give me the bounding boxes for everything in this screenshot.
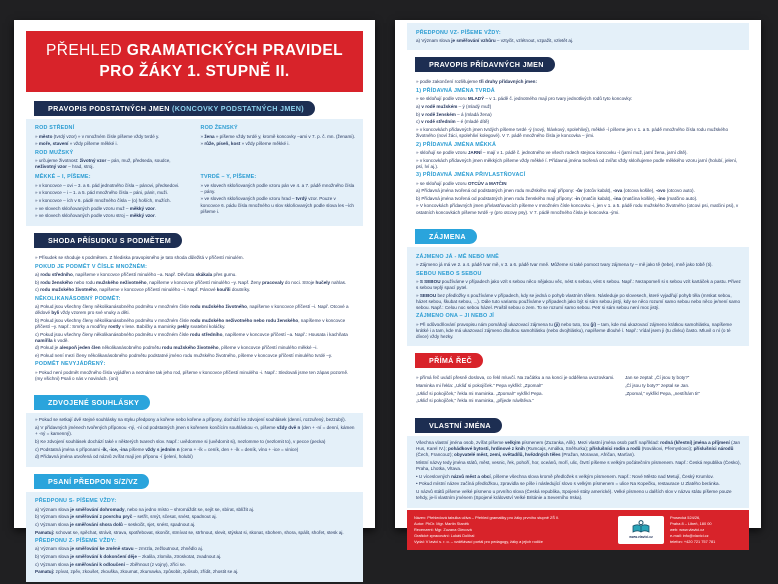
paragraph: b) Význam slova je směřování k dokončení děje – zkalila, zlomila, ztroskotat, zvadnout aj. [35, 554, 222, 560]
contact-line: web: www.vlavici.cz [670, 526, 705, 532]
paragraph: • U víceslovných názvů měst a obcí, píšeme všechna slova kromě předložek s velkým písmenem. Např.: Nové Město nad Metují, Český Krumlov. [416, 473, 714, 479]
section-shoda-prisudku-s-podmetem [14, 228, 375, 390]
vlavici-logo [618, 516, 664, 544]
credit-line: Vydal: V lavici s. r. o. – vzdělávací portál pro pedagogy, žáky a jejich rodiče [414, 538, 543, 544]
column-right [201, 172, 357, 221]
section-header-pravopis-podstatnych-jmen [34, 101, 315, 116]
section-vlastni-jmena [395, 413, 761, 510]
paragraph: Pamatuj: schovat se, spěchat, strávit, strava, spotřebovat, skončit, stmívat se, strhnout, slevit, stýskat si, skonat, sbohem, shora, spálit, shořet, stesk aj. [35, 529, 344, 535]
paragraph: c) rodu mužského životného, napíšeme v koncovce příčestí minulého –i. Např. Pánové kouřili doutníky. [35, 287, 251, 293]
sub-heading: MĚKKÉ – I, PÍŠEME: [35, 174, 91, 181]
paragraph: » v koncovkách přídavných jmen tvrdých píšeme tvrdé -ý (nový, hlávkový, spolehlivý), měkké -í píšeme jen v 1. a 5. pádě množného čísla rodu mužského životného (noví žáci, spolehliví kolegové). V 7. pádě množného čísla je koncovka – ými. [416, 126, 729, 139]
paragraph: » určujeme životnost: životný vzor – pán, muž, předseda, soudce, neživotný vzor – hrad, stroj. [35, 158, 171, 170]
sub-heading: SEBOU NEBO S SEBOU [416, 270, 482, 277]
paragraph: b) rodu ženského nebo rodu mužského neživotného, napíšeme v koncovce příčestí minulého –y. Např. Ženy pracovaly do noci. Stroje hučely nahlas. [35, 279, 347, 285]
paragraph: b) Význam slova je směřování z povrchu pryč – setřít, smýt, sčesat, snést, spadnout aj. [35, 514, 217, 520]
title-banner [26, 31, 363, 92]
paragraph: » skloňují se podle vzoru JARNÍ – mají v 1. pádě č. jednotného ve všech rodech stejnou koncovku -í (jarní muž, jarní žena, jarní dítě). [416, 149, 688, 155]
contact-line: telefon: +420 721 757 781 [670, 538, 716, 544]
column-right [625, 375, 742, 406]
paragraph: » město (tvrdý vzor) » v množném čísle píšeme vždy tvrdé y. [35, 133, 160, 139]
paragraph: » ve slovech skloňovaných podle vzoru hrad – tvrdý vzor. Pouze v koncovce 6. pádu čísla množného u slov skloňovaných podle slova les –ích píšeme i. [200, 196, 354, 214]
paragraph: » Přísudek se shoduje s podmětem. Z hlediska pravopisného je tato shoda důležitá v příčestí minulém. [35, 255, 244, 260]
sub-heading: 3) PŘÍDAVNÁ JMÉNA PŘIVLASTŇOVACÍ [416, 172, 526, 179]
section-prima-rec [395, 348, 761, 413]
paragraph: » SEBOU bez předložky s používáme v případech, kdy se jedná o pohyb vlastním tělem. Následuje po slovesech, které vyjadřují pohyb těla (mrskat sebou, házet sebou, škubat sebou, ...). Dále tuto variantu používáme v případech jako být si sám sebou jistý, kdy se něco rozumí samo sebou nebo něco je/není samo sebou. Např.: Celou noc sebou házel. Praštil sebou o zem. To se rozumí samo sebou. Petr si sám sebou není moc jistý. [416, 292, 741, 310]
paragraph: » Zájmeno já má ve 2. a 4. pádě tvar mě, v 3. a 6. pádě tvar mně. Můžeme si také pomoct tvary zájmena ty – mě jako tě (tebe), mně jako tobě (ti). [416, 262, 713, 267]
section-header-label: SHODA PŘÍSUDKU S PODMĚTEM [48, 236, 172, 245]
paragraph: b) v rodě ženském – á (mladá žena) [416, 111, 492, 117]
sub-heading: PŘEDPONU VZ- PÍŠEME VŽDY: [416, 29, 501, 36]
paragraph: Maminka mi řekla: „Ukliď si pokojíček.“ Pepa vykřikl: „Zpomal!“ [416, 383, 543, 389]
section-header-suffix: (KONCOVKY PODSTATNÝCH JMEN) [169, 103, 304, 113]
two-column-row [35, 172, 356, 221]
sub-heading: 2) PŘÍDAVNÁ JMÉNA MĚKKÁ [416, 141, 497, 148]
sub-heading: ROD ŽENSKÝ [200, 125, 238, 132]
two-column-row [416, 375, 742, 406]
paragraph: a) V přídavných jménech tvořených příponou -ný, -ní od podstatných jmen s kořenem končícím souhláskou -n, píšeme vždy dvě n (den + -ní = denní, kámen + -ný = kamenný). [35, 425, 355, 437]
paragraph: b) Pokud jsou všechny členy několikanásobného podmětu v množném čísle rodu mužského neživotného nebo rodu ženského, napíšeme v koncovce příčestí –y. Např.: Smrky a modříny rostly v lese. Babičky a maminky pekly svatební koláčky. [35, 317, 346, 329]
title-prefix: PŘEHLED [46, 42, 127, 59]
column-left [35, 123, 191, 172]
sub-heading: 1) PŘÍDAVNÁ JMÉNA TVRDÁ [416, 88, 495, 95]
section-predpona-vz [395, 20, 761, 52]
sub-heading: POKUD JE PODMĚT V ČÍSLE MNOŽNÉM: [35, 263, 148, 270]
contact-line: Prosecká 524/26, [670, 514, 701, 520]
section-header-label: PRAVOPIS PŘÍDAVNÝCH JMEN [429, 60, 544, 70]
left-page-sections [14, 96, 375, 584]
paragraph: » se skloňují podle vzoru MLADÝ – v 1. pádě č. jednotného mají pro tvary jednotlivých rodů tyto koncovky: [416, 96, 633, 102]
section-header-psani-predpon-szvz [34, 474, 149, 489]
paragraph: a) v rodě mužském – ý (mladý muž) [416, 104, 492, 109]
paragraph: » V koncovkách přídavných jmen přivlastňovacích píšeme v množném čísle koncovku -i, jen v 1. a 5. pádě rodu mužského životného (otcovi psi, matčini psi), v ostatních koncovkách píšeme tvrdě -y (pro otcovy psy). V 7. pádě množného čísla je koncovka -ými. [416, 203, 739, 215]
sub-heading: TVRDÉ – Y, PÍŠEME: [200, 174, 257, 181]
footer-credits [414, 515, 612, 545]
paragraph: a) Význam slova je směřování vzhůru – vztyčit, vzlétnout, vzpažit, vzletět aj. [416, 37, 574, 43]
section-zajmena [395, 224, 761, 348]
paragraph: » v koncovce – i – 1. a 5. pád množného čísla – páni, páni!, muži. [35, 190, 169, 196]
section-body [26, 413, 363, 466]
paragraph: Pamatuj: zpívat, zpěv, zkoušet, zkouška, zkoumat, zkumavka, způsobit, způsob, zřídit, zhostit se aj. [35, 569, 239, 575]
paragraph: » ve slovech skloňovaných podle vzoru stroj – měkký vzor. [35, 213, 157, 219]
paragraph: Místní názvy tedy jména států, měst, vesnic, řek, pohoří, hor, oceánů, moří, ulic, čtvrtí píšeme s velkým počátečním písmenem. Např.: Česká republika (Česko), Praha, Lhotka, Vltava. [416, 459, 741, 471]
paragraph: Všechna vlastní jména osob, zvířat píšeme velkým písmenem (Zuzanka, Alík). Mezi vlastní jména osob patří například: rodná (křestní) jména a příjmení (Jan Hus, Karel IV.); pohádkové bytosti, hrdinové z knih (Rumcajs, Amálka, Sněhurka); příslušníci rodin a rodů (Novákovi, Přemyslovci); příslušníci národů (Čech, Francouz); obyvatelé měst, zemí, světadílů, hvězdných těles (Pražan, Moravan, Afričan, Marťan). [416, 440, 741, 458]
column-left [35, 172, 191, 221]
paragraph: • Pokud místní název začíná předložkou, zpravidla se píše i následující slovo s velkým písmenem = ulice Na Kopečku, restaurace U Zlatého beránka. [416, 481, 720, 487]
column-right [201, 123, 357, 172]
sub-heading: ZÁJMENO ONA – JI NEBO JÍ [416, 313, 494, 320]
credit-line: Grafické zpracování: Lukáš Dolíhal [414, 532, 475, 538]
contact-line: Praha 8 – Libeň, 180 00 [670, 520, 712, 526]
section-header-zajmena [415, 229, 477, 244]
paragraph: c) Význam slova je směřování k odloučení – zběhnout (z vojny), zříci se. [35, 561, 186, 567]
section-psani-predpon-szvz [14, 469, 375, 584]
paragraph: c) Význam slova je směřování shora dolů – seskočit, sjet, snést, spadnout aj. [35, 521, 196, 527]
two-column-row [35, 123, 356, 172]
section-header-label: PSANÍ PŘEDPON S/Z/VZ [48, 476, 138, 486]
paragraph: c) Pokud jsou všechny členy několikanásobného podmětu v množném čísle rodu středního, napíšeme v koncovce příčestí –a. Např.: Housata i kachňata namířila k vodě. [35, 331, 348, 343]
paragraph: a) Pokud jsou všechny členy několikanásobného podmětu v množném čísle rodu mužského životného, napíšeme v koncovce příčestí –i. Např. Otcové a dědové byli vždy vzorem pro své vnuky a děti. [35, 304, 349, 316]
credit-line: Název: Přehledová tabulka učiva – Přehled gramatiky pro žáky prvního stupně ZŠ II. [414, 514, 560, 520]
page-title-line2: PRO ŽÁKY 1. STUPNĚ II. [99, 62, 290, 80]
open-book-icon [632, 520, 650, 534]
paragraph: Jan se zeptal: „Čí jsou ty boty?“ [624, 375, 690, 381]
paragraph: » v koncovce – ovi – 3. a 6. pád jednotného čísla – pánovi, předsedovi. [35, 182, 180, 188]
page-left [14, 20, 375, 575]
sub-heading: ROD STŘEDNÍ [35, 125, 75, 132]
section-header-shoda-prisudku-s-podmetem [34, 233, 182, 248]
paragraph: U názvů států píšeme velké písmeno u prvního slova (Česká republika, Spojené státy americké). Velké písmeno u dalších slov v názvu státu píšeme pouze tehdy, je-li vlastním jménem (Spojené království Velké Británie a Severního Irska). [416, 488, 732, 500]
section-body [26, 119, 363, 226]
paragraph: b) Přídavná jména tvořená od podstatných jmen rodu ženského mají přípony: -in (matčin kabát), -ina (matčina košile), -ino (matčino auto). [416, 195, 698, 201]
section-header-label: PRAVOPIS PODSTATNÝCH JMEN [48, 103, 170, 113]
paragraph: c) Podstatná jména s příponami -ík, -ice, -ina píšeme vždy s jedním n (cena + -ík = ceník, den + -ík = deník, víno + -ice = vinice) [35, 446, 299, 452]
credit-line: Recenzent: Mgr. Zuzana Glecová [414, 526, 472, 532]
paragraph: » ve slovech skloňovaných podle vzoru pán ve 4. a 7. pádě množného čísla – pány. [200, 182, 355, 194]
paragraph: a) Přídavná jména tvořená od podstatných jmen rodu mužského mají přípony: -ův (otcův kabát), -ova (otcova košile), -ovo (otcovo auto). [416, 188, 695, 194]
contact-line: e-mail: info@vlavici.cz [670, 532, 709, 538]
paragraph: c) v rodě středním – é (mladé dítě) [416, 119, 490, 125]
paragraph: » Při odůvodňování pravopisu nám pomáhají ukazovací zájmena tu (ji) nebo tuto, tou (jí) – tam, kde má ukazovací zájmeno krátkou samohlásku, napíšeme krátké i a tam, kde má ukazovací zájmeno dlouhou samohlásku (nebo dvojhlásku), napíšeme dlouhé í. Např.: Vídal jsem ji (tu dívku) často. Mluvil o ní (o té dívce) vždy hezky. [416, 321, 732, 339]
page-title-line1 [30, 41, 359, 62]
paragraph: » v koncovkách přídavných jmen měkkých píšeme vždy měkké í. Přídavná jména tvořená od zvířat vždy skloňujeme podle měkkého vzoru jarní (holubí, jelení, psí, lví aj.). [416, 157, 738, 169]
paragraph: d) Přídavná jména utvořená od názvů zvířat mají jen příponu -í (jelení, holubí) [35, 454, 193, 460]
paragraph: » moře, stavení » vždy píšeme měkké i. [35, 141, 118, 147]
paragraph: » v koncovce – ích v 6. pádě množného čísla – (o) hoších, mužích. [35, 198, 171, 204]
page-right [395, 20, 761, 544]
section-header-label: VLASTNÍ JMÉNA [429, 421, 491, 430]
section-pravopis-podstatnych-jmen [14, 96, 375, 228]
paragraph: » ve slovech skloňovaných podle vzoru muž – měkký vzor. [35, 205, 157, 211]
section-body [407, 371, 749, 411]
sub-heading: PODMĚT NEVYJÁDŘENÝ: [35, 361, 106, 368]
paragraph: e) Pokud není mezi členy několikanásobného podmětu podstatné jméno rodu mužského životného, píšeme v koncovce příčestí minulého tvrdé –y. [35, 352, 333, 358]
section-header-label: ZÁJMENA [429, 232, 466, 242]
sub-heading: ZÁJMENO JÁ - MĚ NEBO MNĚ [416, 253, 499, 260]
paragraph: » se skloňují podle vzoru OTCŮV a MATČIN [416, 180, 507, 186]
section-body [407, 436, 749, 508]
paragraph: » Pokud není podmět množného čísla vyjádřen a neznáme tak jeho rod, píšeme v koncovce příčestí minulého -i. Např.: Sledovali jsme ten zápas pozorně. (my všichni) Psali o nás v novinách. (oni) [35, 369, 349, 381]
footer-contacts [670, 515, 742, 545]
paragraph: a) rodu středního, napíšeme v koncovce příčestí minulého –a. Např. Děvčata skákala přes gumu. [35, 271, 237, 277]
paragraph: „Zpomal,“ vykřikl Pepa, „nestíhám ti!“ [624, 390, 701, 396]
paragraph: » přímá řeč uvádí přesně doslova, co řekl mluvčí. Na začátku a na konci je oddělena uvozovkami. [416, 375, 615, 381]
paragraph: » růže, píseň, kost » vždy píšeme měkké i. [200, 141, 290, 147]
paragraph: „Ukliď si pokojíček,“ řekla mi maminka. „Zpomal!“ vykřikl Pepa. [416, 390, 543, 396]
section-header-vlastni-jmena [415, 418, 502, 433]
sub-heading: NĚKOLIKANÁSOBNÝ PODMĚT: [35, 295, 121, 302]
section-body [26, 251, 363, 388]
paragraph: a) Význam slova je směřování ke změně stavu – zmrzla, zežloutnout, zhnědlo aj. [35, 546, 204, 552]
section-pravopis-pridavnych-jmen [395, 52, 761, 224]
section-zdvojene-souhlasky [14, 390, 375, 468]
section-body [407, 23, 749, 50]
section-header-label: ZDVOJENÉ SOUHLÁSKY [48, 398, 140, 408]
paragraph: d) Pokud je alespoň jeden člen několikanásobného podmětu rodu mužského životného, píšeme v koncovce příčestí minulého měkké –i. [35, 345, 318, 351]
paragraph: » podle zakončení rozlišujeme tři druhy přídavných jmen: [416, 79, 538, 85]
paragraph: » žena » píšeme vždy tvrdé y, kromě koncovky –ami v 7. p. č. mn. (ženami). [200, 133, 356, 139]
section-header-zdvojene-souhlasky [34, 395, 150, 410]
section-body [26, 492, 363, 582]
paragraph: a) Význam slova je směřování dohromady, nebo na jedno místo – shromáždit se, sejít se, sbírat, sblížit aj. [35, 506, 255, 512]
paragraph: b) Ke zdvojení souhlásek dochází také v některých tvarech slov. Např.: uvědomme si (uvědomit si), nezlomme to (nezlomit to), v pecce (pecka) [35, 438, 326, 444]
paragraph: » Pokud se setkají dvě stejné souhlásky na styku předpony a kořene nebo kořene a přípony, dochází ke zdvojení souhlásek (denní, rozzuřený, bezzubý). [35, 417, 346, 423]
section-header-pravopis-pridavnych-jmen [415, 57, 555, 72]
section-header-prima-rec [415, 353, 483, 368]
sub-heading: PŘEDPONU S- PÍŠEME VŽDY: [35, 498, 117, 505]
paragraph: „Ukliď si pokojíček,“ řekla mi maminka, „přijede návštěva.“ [416, 398, 534, 404]
section-body [407, 247, 749, 346]
section-body [407, 75, 749, 222]
paragraph: „Čí jsou ty boty?“ zeptal se Jan. [624, 383, 690, 389]
section-header-label: PŘÍMÁ ŘEČ [429, 356, 473, 366]
sub-heading: ROD MUŽSKÝ [35, 149, 74, 156]
sub-heading: PŘEDPONU Z- PÍŠEME VŽDY: [35, 538, 117, 545]
logo-url: www.vlavici.cz [629, 535, 653, 540]
credit-line: Autor: PhDr. Mgr. Martin Staněk [414, 520, 469, 526]
title-bold: GRAMATICKÝCH PRAVIDEL [126, 42, 343, 59]
right-page-sections [395, 20, 761, 510]
column-left [416, 375, 615, 406]
footer-bar [407, 510, 749, 550]
paragraph: » S SEBOU používáme v případech jako vzít s sebou něco nějakou věc, nést s sebou, vést s sebou. Např.: Nezapomeň si s sebou vzít kartáček a pastu. Přivez s sebou teplý spací pytel. [416, 278, 741, 290]
